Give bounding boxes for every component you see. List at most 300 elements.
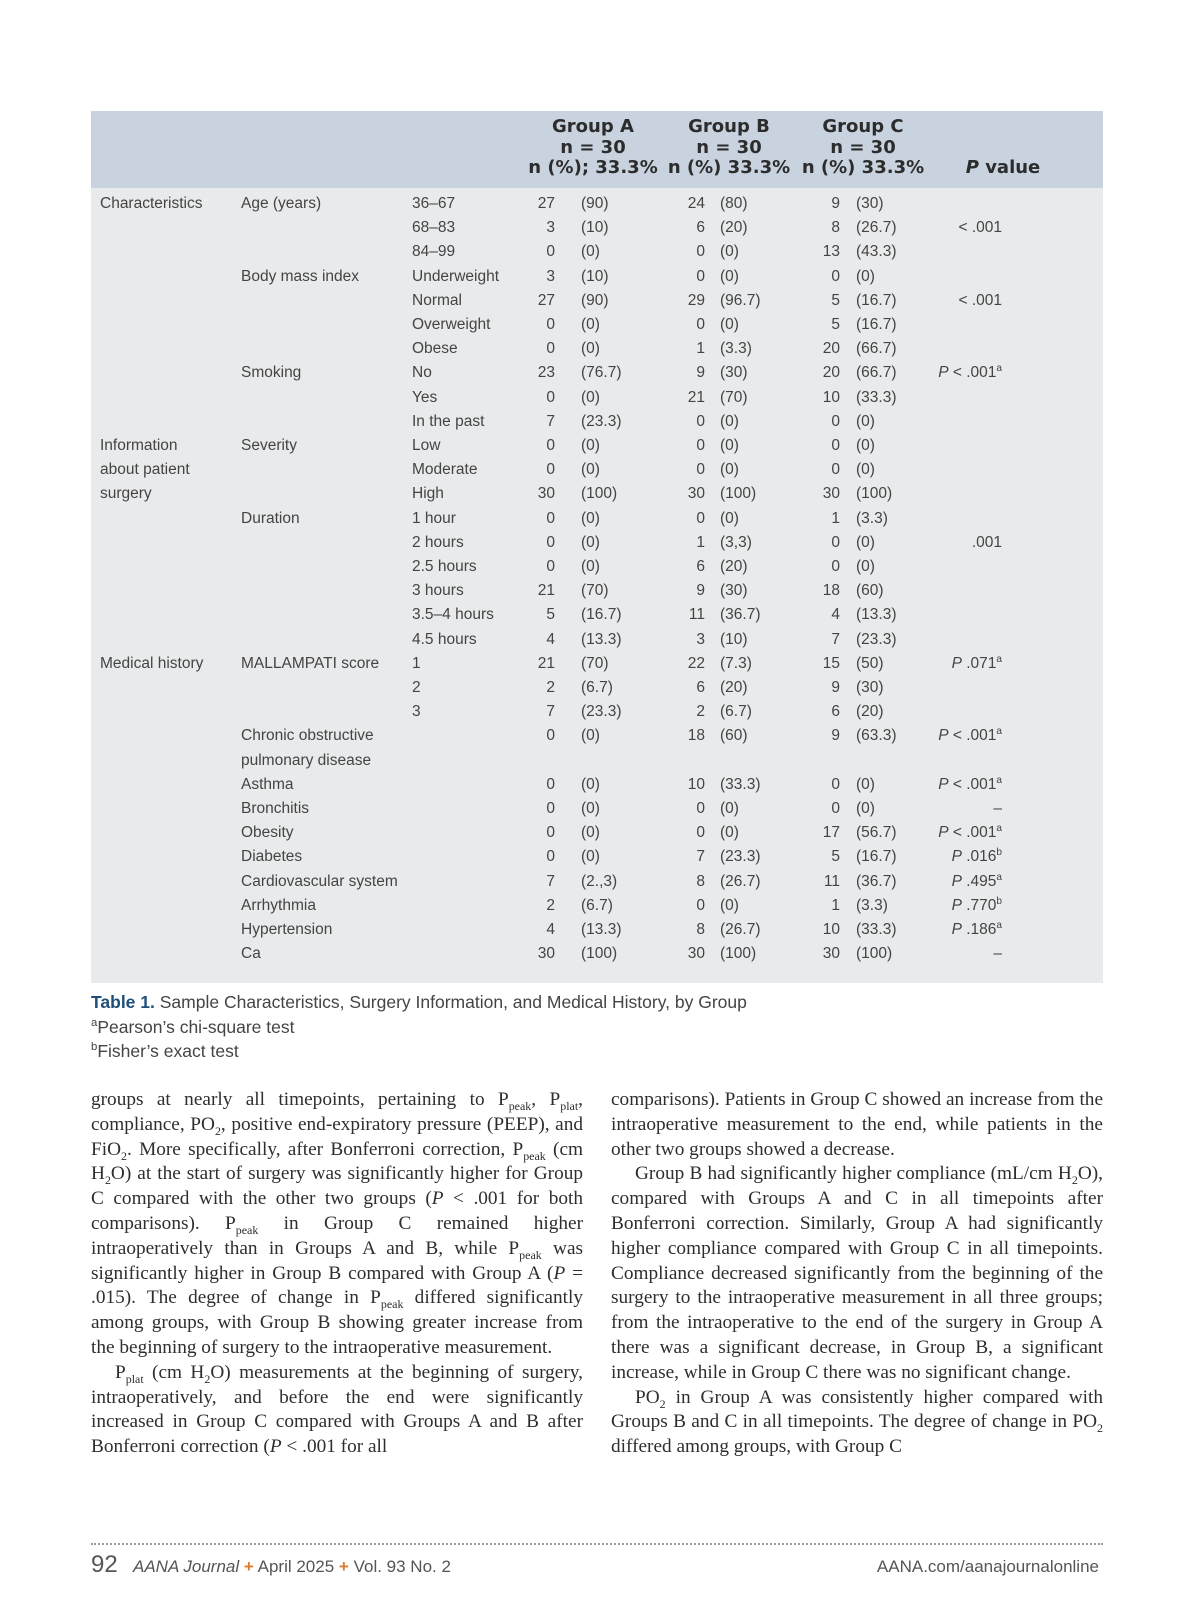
row-level: 3 hours	[412, 582, 464, 600]
table-row	[91, 458, 1103, 483]
group-c-count: 6	[831, 703, 840, 721]
note-a-mark: a	[91, 1016, 98, 1029]
group-a-count: 7	[546, 412, 555, 430]
row-level: Overweight	[412, 316, 491, 333]
group-b-percent: (26.7)	[720, 872, 761, 890]
p-value-footnote-mark: a	[996, 363, 1002, 375]
separator-plus-icon: +	[338, 1557, 349, 1576]
group-a-percent: (6.7)	[581, 679, 613, 696]
page-number: 92	[91, 1551, 118, 1578]
group-a-count: 21	[537, 654, 555, 672]
group-c-percent: (0)	[856, 267, 875, 285]
group-c-count: 11	[823, 872, 840, 890]
group-c-percent: (20)	[856, 703, 884, 721]
group-b-percent: (0)	[720, 412, 739, 430]
group-c-count: 20	[822, 364, 840, 382]
group-a-percent: (0)	[581, 533, 600, 551]
header-group-c-name: Group C	[822, 116, 904, 137]
group-c-count: 30	[822, 485, 840, 503]
caption-note-b	[91, 1039, 747, 1064]
row-level: 1	[412, 654, 421, 672]
note-a-text: Pearson’s chi-square test	[97, 1016, 295, 1037]
header-group-b-name: Group B	[688, 116, 770, 137]
group-b-count: 30	[687, 945, 705, 963]
group-c-count: 15	[822, 654, 840, 672]
row-level: 84–99	[412, 243, 456, 261]
journal-name: AANA Journal	[133, 1557, 240, 1576]
group-a-count: 0	[546, 533, 555, 551]
p-value-cell	[912, 361, 1002, 386]
group-c-count: 9	[831, 727, 840, 745]
header-group-b-n: n = 30	[696, 136, 762, 158]
group-c-count: 5	[831, 848, 840, 866]
journal-url[interactable]: AANA.com/aanajournalonline	[876, 1557, 1099, 1576]
group-b-percent: (0)	[720, 461, 739, 479]
group-c-count: 17	[822, 824, 840, 842]
separator-plus-icon: +	[243, 1557, 254, 1576]
header-p-italic: P	[965, 157, 979, 178]
p-value-cell	[912, 652, 1002, 677]
table-row	[91, 240, 1103, 265]
group-c-percent: (0)	[856, 461, 875, 479]
table-row	[91, 845, 1103, 870]
group-a-percent: (0)	[581, 509, 600, 527]
caption-title: Sample Characteristics, Surgery Information, and Medical History, by Group	[159, 992, 747, 1012]
group-b-percent: (0)	[720, 267, 739, 285]
row-level: Underweight	[412, 267, 500, 285]
p-value-text: P .770	[951, 896, 997, 914]
p-value-footnote-mark: b	[996, 895, 1002, 907]
group-a-percent: (0)	[581, 800, 600, 817]
row-category: about patient	[100, 461, 190, 479]
issue-volume: Vol. 93 No. 2	[353, 1557, 451, 1576]
page-footer	[91, 1553, 1103, 1583]
p-value-text: < .001	[958, 291, 1002, 309]
row-variable: Body mass index	[241, 267, 360, 285]
group-a-percent: (90)	[581, 195, 609, 212]
group-a-count: 2	[546, 679, 555, 696]
table-row	[91, 482, 1103, 507]
group-b-count: 6	[696, 558, 705, 575]
group-b-count: 0	[696, 316, 705, 333]
table-row	[91, 942, 1103, 967]
group-a-percent: (10)	[581, 267, 609, 285]
group-b-count: 18	[687, 727, 705, 745]
row-level: 2	[412, 679, 421, 696]
row-variable: Asthma	[241, 775, 294, 793]
group-a-count: 3	[546, 219, 555, 237]
row-level: High	[412, 485, 444, 503]
group-a-count: 7	[546, 872, 555, 890]
group-a-count: 7	[546, 703, 555, 721]
group-c-count: 5	[831, 291, 840, 309]
group-b-percent: (0)	[720, 509, 739, 527]
p-value-cell	[912, 289, 1002, 314]
group-c-percent: (50)	[856, 654, 884, 672]
group-c-count: 0	[831, 800, 840, 817]
group-c-count: 0	[831, 558, 840, 575]
group-c-count: 0	[831, 267, 840, 285]
table-row	[91, 410, 1103, 435]
group-a-percent: (76.7)	[581, 364, 622, 382]
p-value-text: P .016	[951, 848, 997, 866]
row-level: 3	[412, 703, 421, 721]
group-b-percent: (80)	[720, 195, 748, 212]
p-value-cell	[912, 797, 1002, 822]
group-b-count: 1	[696, 340, 705, 358]
group-c-percent: (0)	[856, 437, 875, 454]
group-b-percent: (70)	[720, 388, 748, 406]
group-b-percent: (23.3)	[720, 848, 761, 866]
row-variable: Age (years)	[241, 195, 322, 212]
p-value-cell	[912, 821, 1002, 846]
row-level: Normal	[412, 291, 462, 309]
group-b-percent: (0)	[720, 316, 739, 333]
group-a-percent: (0)	[581, 775, 600, 793]
group-a-count: 0	[546, 800, 555, 817]
group-c-count: 18	[822, 582, 840, 600]
group-c-percent: (16.7)	[856, 291, 897, 309]
row-variable: Ca	[241, 945, 261, 963]
group-b-percent: (30)	[720, 364, 748, 382]
p-value-footnote-mark: a	[996, 653, 1002, 665]
p-value-cell	[912, 773, 1002, 798]
group-a-count: 2	[546, 896, 555, 914]
group-a-count: 30	[537, 945, 555, 963]
row-level: 3.5–4 hours	[412, 606, 494, 624]
table-row	[91, 555, 1103, 580]
table-row	[91, 700, 1103, 725]
group-a-percent: (0)	[581, 848, 600, 866]
group-b-count: 0	[696, 437, 705, 454]
table-row	[91, 797, 1103, 822]
table-row	[91, 724, 1103, 749]
table-row	[91, 773, 1103, 798]
table-row	[91, 216, 1103, 241]
header-group-b	[659, 117, 799, 179]
table-row	[91, 361, 1103, 386]
group-a-count: 0	[546, 316, 555, 333]
group-b-count: 0	[696, 412, 705, 430]
p-value-text: P .495	[951, 872, 997, 890]
p-value-footnote-mark: a	[996, 774, 1002, 786]
body-column-right	[611, 1088, 1103, 1460]
group-a-count: 0	[546, 388, 555, 406]
row-variable: Hypertension	[241, 921, 333, 938]
paragraph-left-1: groups at nearly all timepoints, pertaining to $P_{peak}$, $P_{plat}$, compliance, $PO_2$, positive end-expiratory pressure (PEEP), and FiO$_2$. More specifically, after Bonferroni correction, $P_{peak}$ (cm $H_2O$) at the start of surgery was significantly higher for Group C compared with the other two groups (P < .001 for both comparisons). $P_{peak}$ in Group C remained higher intraoperatively than in Groups A and B, while $P_{peak}$ was significantly higher in Group B compared with Group A (P = .015). The degree of change in $P_{peak}$ differed significantly among groups, with Group B showing greater increase from the beginning of surgery to the intraoperative measurement.	[91, 1089, 584, 1358]
row-variable: Severity	[241, 437, 297, 454]
group-c-count: 1	[831, 509, 840, 527]
group-a-percent: (0)	[581, 340, 600, 358]
table-row	[91, 265, 1103, 290]
caption-title-line	[91, 990, 747, 1015]
row-variable: Chronic obstructive	[241, 727, 374, 745]
group-a-percent: (2.,3)	[581, 872, 618, 890]
group-c-percent: (3.3)	[856, 509, 888, 527]
group-a-percent: (100)	[581, 485, 618, 503]
table-row	[91, 870, 1103, 895]
group-c-count: 20	[822, 340, 840, 358]
row-level: 36–67	[412, 195, 456, 212]
group-b-percent: (0)	[720, 896, 739, 914]
group-a-count: 27	[537, 195, 555, 212]
group-b-percent: (20)	[720, 219, 748, 237]
group-a-count: 3	[546, 267, 555, 285]
group-b-percent: (0)	[720, 243, 739, 261]
header-p-value	[943, 158, 1063, 179]
row-level: 2.5 hours	[412, 558, 477, 575]
group-a-percent: (70)	[581, 582, 609, 600]
table-row	[91, 337, 1103, 362]
group-c-count: 30	[822, 945, 840, 963]
paragraph-right-2: Group B had significantly higher compliance (mL/cm $H_2O$), compared with Groups A and C in all timepoints after Bonferroni correction. Similarly, Group A had significantly higher compliance compared with Group C in all timepoints. Compliance decreased significantly from the beginning of the surgery to the intraoperative measurement in all three groups; from the intraoperative to the end of the surgery in Group A there was a significant decrease, in Group B, a significant increase, while in Group C there was no significant change.	[611, 1163, 1103, 1383]
group-b-count: 0	[696, 824, 705, 842]
p-value-cell	[912, 894, 1002, 919]
group-a-percent: (10)	[581, 219, 609, 237]
group-b-percent: (36.7)	[720, 606, 761, 624]
group-b-percent: (3,3)	[720, 533, 752, 551]
row-variable: Obesity	[241, 824, 294, 842]
table-caption	[91, 990, 747, 1064]
group-b-percent: (0)	[720, 800, 739, 817]
group-c-percent: (23.3)	[856, 630, 897, 648]
group-b-count: 24	[687, 195, 705, 212]
group-c-count: 10	[822, 921, 840, 938]
group-b-count: 2	[696, 703, 705, 721]
table-row	[91, 313, 1103, 338]
group-c-percent: (0)	[856, 775, 875, 793]
p-value-text: .001	[971, 533, 1002, 551]
header-group-c-pct: n (%) 33.3%	[801, 157, 925, 178]
table-row	[91, 386, 1103, 411]
paragraph-right-1: comparisons). Patients in Group C showed an increase from the intraoperative measurement to the end, while patients in the other two groups showed a decrease.	[611, 1089, 1103, 1160]
group-c-percent: (30)	[856, 195, 884, 212]
group-a-percent: (6.7)	[581, 896, 613, 914]
group-b-count: 0	[696, 896, 705, 914]
header-p-rest: value	[978, 157, 1041, 178]
p-value-cell	[912, 845, 1002, 870]
group-c-percent: (26.7)	[856, 219, 897, 237]
group-b-count: 30	[687, 485, 705, 503]
row-level: In the past	[412, 412, 485, 430]
issue-date: April 2025	[257, 1557, 335, 1576]
group-c-percent: (0)	[856, 412, 875, 430]
row-level: 1 hour	[412, 509, 456, 527]
group-b-count: 9	[696, 364, 705, 382]
row-category: Medical history	[100, 654, 204, 672]
table-row	[91, 531, 1103, 556]
group-c-count: 9	[831, 195, 840, 212]
group-a-count: 0	[546, 461, 555, 479]
caption-label: Table 1.	[91, 992, 155, 1012]
header-group-a-n: n = 30	[560, 136, 626, 158]
p-value-footnote-mark: a	[996, 871, 1002, 883]
group-c-count: 4	[831, 606, 840, 624]
group-b-percent: (26.7)	[720, 921, 761, 938]
group-c-percent: (16.7)	[856, 848, 897, 866]
table-row	[91, 652, 1103, 677]
table-header	[91, 111, 1103, 188]
table-row	[91, 603, 1103, 628]
group-a-count: 0	[546, 437, 555, 454]
row-level: Yes	[412, 388, 438, 406]
group-b-count: 1	[696, 533, 705, 551]
group-a-count: 0	[546, 243, 555, 261]
p-value-text: P .186	[951, 921, 997, 938]
group-c-percent: (56.7)	[856, 824, 897, 842]
group-c-percent: (13.3)	[856, 606, 897, 624]
group-a-percent: (13.3)	[581, 921, 622, 938]
group-a-percent: (70)	[581, 654, 609, 672]
group-b-count: 21	[687, 388, 705, 406]
group-a-count: 30	[537, 485, 555, 503]
group-c-count: 0	[831, 533, 840, 551]
group-a-percent: (0)	[581, 316, 600, 333]
header-group-c-n: n = 30	[830, 136, 896, 158]
footer-divider	[91, 1543, 1103, 1545]
row-variable: Duration	[241, 509, 300, 527]
group-b-count: 6	[696, 219, 705, 237]
group-b-percent: (100)	[720, 945, 757, 963]
group-c-count: 7	[831, 630, 840, 648]
table-row	[91, 192, 1103, 217]
group-c-count: 0	[831, 461, 840, 479]
group-a-count: 0	[546, 558, 555, 575]
group-b-percent: (100)	[720, 485, 757, 503]
group-a-percent: (100)	[581, 945, 618, 963]
group-b-percent: (0)	[720, 437, 739, 454]
p-value-text: P < .001	[938, 824, 997, 842]
group-b-percent: (33.3)	[720, 775, 761, 793]
group-a-count: 0	[546, 340, 555, 358]
p-value-text: P < .001	[938, 364, 997, 382]
group-b-count: 0	[696, 243, 705, 261]
row-variable: Diabetes	[241, 848, 303, 866]
group-c-count: 10	[822, 388, 840, 406]
group-a-count: 4	[546, 630, 555, 648]
group-c-percent: (63.3)	[856, 727, 897, 745]
row-variable: Bronchitis	[241, 800, 310, 817]
group-c-percent: (66.7)	[856, 364, 897, 382]
p-value-footnote-mark: b	[996, 847, 1002, 859]
group-b-percent: (7.3)	[720, 654, 752, 672]
group-b-percent: (30)	[720, 582, 748, 600]
header-group-a	[523, 117, 663, 179]
group-a-percent: (0)	[581, 437, 600, 454]
group-c-count: 5	[831, 316, 840, 333]
group-c-percent: (100)	[856, 485, 893, 503]
note-b-text: Fisher’s exact test	[97, 1041, 239, 1061]
group-c-percent: (33.3)	[856, 921, 897, 938]
paragraph-left-2: $P_{plat}$ (cm $H_2O$) measurements at the beginning of surgery, intraoperatively, and before the end were significantly increased in Group C compared with Groups A and B after Bonferroni correction (P < .001 for all	[91, 1361, 583, 1458]
group-b-count: 10	[687, 775, 705, 793]
row-variable: Arrhythmia	[241, 896, 316, 914]
group-a-count: 21	[537, 582, 555, 600]
group-a-count: 0	[546, 727, 555, 745]
header-group-a-pct: n (%); 33.3%	[528, 157, 658, 178]
p-value-text: P < .001	[938, 775, 997, 793]
row-level: 4.5 hours	[412, 630, 477, 648]
paragraph-right-3: $PO_2$ in Group A was consistently higher compared with Groups B and C in all timepoints. The degree of change in $PO_2$ differed among groups, with Group C	[611, 1386, 1103, 1458]
group-b-count: 7	[696, 848, 705, 866]
group-b-percent: (60)	[720, 727, 748, 745]
row-level: No	[412, 364, 432, 382]
group-a-percent: (0)	[581, 824, 600, 842]
row-level: 2 hours	[412, 533, 464, 551]
group-b-count: 0	[696, 509, 705, 527]
p-value-text: < .001	[958, 219, 1002, 237]
group-a-percent: (16.7)	[581, 606, 622, 624]
group-a-count: 0	[546, 848, 555, 866]
table-row	[91, 289, 1103, 314]
p-value-footnote-mark: a	[996, 919, 1002, 931]
p-value-cell	[912, 942, 1002, 967]
p-value-text: –	[993, 800, 1002, 817]
group-b-count: 8	[696, 921, 705, 938]
group-b-count: 9	[696, 582, 705, 600]
group-a-count: 0	[546, 509, 555, 527]
row-level: 68–83	[412, 219, 456, 237]
group-c-count: 0	[831, 775, 840, 793]
group-b-percent: (20)	[720, 558, 748, 575]
group-a-count: 0	[546, 775, 555, 793]
group-c-percent: (0)	[856, 800, 875, 817]
group-b-percent: (20)	[720, 679, 748, 696]
group-a-percent: (0)	[581, 388, 600, 406]
group-b-percent: (96.7)	[720, 291, 761, 309]
group-a-count: 23	[537, 364, 555, 382]
group-c-percent: (16.7)	[856, 316, 897, 333]
row-variable: MALLAMPATI score	[241, 654, 380, 672]
note-b-mark: b	[91, 1041, 98, 1054]
p-value-text: –	[993, 945, 1002, 963]
row-variable: Cardiovascular system	[241, 872, 398, 890]
group-c-percent: (0)	[856, 558, 875, 575]
table-row	[91, 676, 1103, 701]
group-b-count: 29	[687, 291, 705, 309]
table-row	[91, 894, 1103, 919]
group-b-count: 0	[696, 461, 705, 479]
table-row	[91, 918, 1103, 943]
group-c-count: 13	[822, 243, 840, 261]
row-level: Obese	[412, 340, 458, 358]
row-category: surgery	[100, 485, 152, 503]
group-c-percent: (36.7)	[856, 872, 897, 890]
data-table	[91, 111, 1103, 983]
group-a-count: 0	[546, 824, 555, 842]
row-variable: pulmonary disease	[241, 751, 372, 769]
group-a-percent: (0)	[581, 727, 600, 745]
p-value-cell	[912, 724, 1002, 749]
group-b-count: 6	[696, 679, 705, 696]
group-b-count: 0	[696, 267, 705, 285]
group-b-count: 8	[696, 872, 705, 890]
row-variable: Smoking	[241, 364, 302, 382]
group-c-percent: (60)	[856, 582, 884, 600]
group-a-count: 4	[546, 921, 555, 938]
group-b-count: 3	[696, 630, 705, 648]
group-b-count: 0	[696, 800, 705, 817]
group-a-percent: (13.3)	[581, 630, 622, 648]
group-c-percent: (0)	[856, 533, 875, 551]
p-value-cell	[912, 216, 1002, 241]
group-c-count: 8	[831, 219, 840, 237]
caption-note-a	[91, 1015, 747, 1040]
group-b-percent: (10)	[720, 630, 748, 648]
group-c-count: 0	[831, 437, 840, 454]
group-a-percent: (0)	[581, 558, 600, 575]
table-row	[91, 579, 1103, 604]
